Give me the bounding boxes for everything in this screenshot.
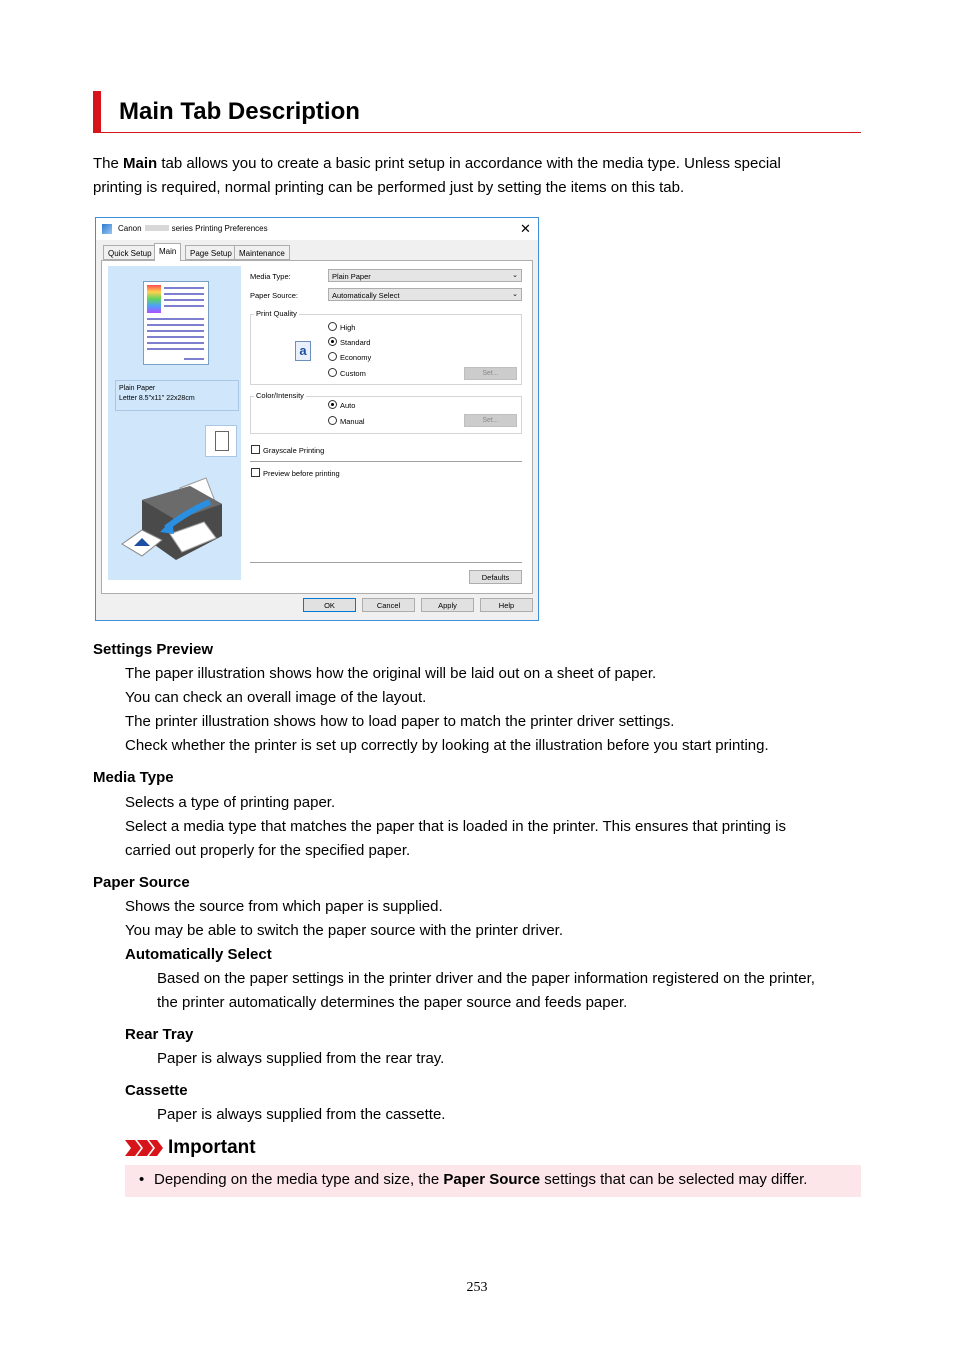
printer-illustration [120, 474, 244, 570]
important-pre: Depending on the media type and size, the [154, 1171, 444, 1188]
text-line [164, 305, 204, 307]
printing-preferences-dialog [95, 217, 539, 621]
settings-preview-line: You can check an overall image of the layout. [125, 689, 427, 706]
settings-preview-line: Check whether the printer is set up correctly by looking at the illustration before you start printing. [125, 737, 769, 754]
radio-standard-label: Standard [340, 338, 371, 347]
radio-custom-label: Custom [340, 369, 366, 378]
radio-manual-label: Manual [340, 417, 365, 426]
radio-auto[interactable] [328, 400, 337, 409]
media-type-value: Plain Paper [332, 272, 371, 281]
intro-line-1 [93, 152, 781, 176]
media-type-line: carried out properly for the specified paper. [125, 842, 411, 859]
radio-economy[interactable] [328, 352, 337, 361]
printer-app-icon [102, 224, 112, 234]
ok-button[interactable]: OK [303, 598, 356, 612]
radio-high-label: High [340, 323, 356, 332]
defaults-button[interactable]: Defaults [469, 570, 522, 584]
settings-preview-line: The paper illustration shows how the original will be laid out on a sheet of paper. [125, 665, 657, 682]
chevron-down-icon: ⌄ [512, 272, 518, 279]
text-line [147, 324, 204, 326]
media-type-select[interactable] [328, 269, 522, 282]
media-type-line: Selects a type of printing paper. [125, 794, 336, 811]
text-line [184, 358, 204, 360]
tab-maintenance[interactable]: Maintenance [234, 245, 290, 260]
radio-high[interactable] [328, 322, 337, 331]
paper-type-text: Plain Paper [119, 385, 156, 392]
text-line [147, 318, 204, 320]
important-post: settings that can be selected may differ. [540, 1171, 808, 1188]
page-title: Main Tab Description [119, 98, 360, 125]
paper-illustration [143, 281, 209, 365]
text-line [147, 348, 204, 350]
apply-button[interactable]: Apply [421, 598, 474, 612]
page-number: 253 [466, 1280, 488, 1295]
text-line [147, 342, 204, 344]
dialog-title-suffix: series Printing Preferences [171, 224, 268, 233]
automatically-select-line: the printer automatically determines the paper source and feeds paper. [157, 994, 628, 1011]
paper-info-box [115, 380, 239, 411]
media-type-heading: Media Type [93, 769, 174, 786]
preview-checkbox[interactable] [251, 468, 260, 477]
grayscale-checkbox[interactable] [251, 445, 260, 454]
important-bullet: • [139, 1171, 145, 1188]
grayscale-label: Grayscale Printing [263, 446, 325, 455]
radio-standard[interactable] [328, 337, 337, 346]
tab-main[interactable]: Main [154, 243, 181, 261]
color-set-button[interactable]: Set... [464, 414, 517, 427]
radio-custom[interactable] [328, 368, 337, 377]
important-chevrons-icon [125, 1140, 165, 1156]
close-icon[interactable]: ✕ [520, 221, 531, 236]
paper-source-select[interactable] [328, 288, 522, 301]
paper-source-heading: Paper Source [93, 874, 190, 891]
text-line [147, 330, 204, 332]
dialog-title [118, 224, 268, 233]
dialog-titlebar [96, 218, 538, 240]
tab-quick-setup[interactable]: Quick Setup [103, 245, 157, 260]
intro-rest: tab allows you to create a basic print setup in accordance with the media type. Unless special [157, 155, 781, 172]
text-line [164, 299, 204, 301]
radio-auto-label: Auto [340, 401, 356, 410]
paper-source-value: Automatically Select [332, 291, 400, 300]
paper-source-line: Shows the source from which paper is supplied. [125, 898, 443, 915]
paper-orientation-icon [205, 425, 237, 457]
print-quality-icon: a [295, 341, 311, 361]
intro-line-2: printing is required, normal printing can be performed just by setting the items on this tab. [93, 179, 685, 196]
preview-label: Preview before printing [263, 469, 340, 478]
settings-preview-heading: Settings Preview [93, 641, 214, 658]
automatically-select-heading: Automatically Select [125, 946, 272, 963]
important-bold: Paper Source [443, 1171, 541, 1188]
cassette-line: Paper is always supplied from the cassette. [157, 1106, 446, 1123]
rear-tray-line: Paper is always supplied from the rear tray. [157, 1050, 445, 1067]
text-line [164, 293, 204, 295]
paper-source-line: You may be able to switch the paper source with the printer driver. [125, 922, 564, 939]
cancel-button[interactable]: Cancel [362, 598, 415, 612]
redacted-model [145, 225, 169, 231]
help-button[interactable]: Help [480, 598, 533, 612]
color-intensity-label: Color/Intensity [256, 391, 304, 400]
radio-manual[interactable] [328, 416, 337, 425]
text-line [147, 336, 204, 338]
dialog-title-prefix: Canon [118, 224, 142, 233]
intro-pre: The [93, 155, 124, 172]
paper-source-label: Paper Source: [250, 291, 298, 300]
image-thumbnail [147, 285, 161, 313]
settings-preview-line: The printer illustration shows how to load paper to match the printer driver settings. [125, 713, 675, 730]
radio-economy-label: Economy [340, 353, 372, 362]
tab-page-setup[interactable]: Page Setup [185, 245, 237, 260]
divider [250, 461, 522, 462]
text-line [164, 287, 204, 289]
paper-size-text: Letter 8.5"x11" 22x28cm [119, 395, 195, 402]
cassette-heading: Cassette [125, 1082, 188, 1099]
important-title: Important [168, 1137, 256, 1158]
intro-bold-main: Main [123, 155, 158, 172]
important-text [154, 1168, 807, 1192]
media-type-line: Select a media type that matches the paper that is loaded in the printer. This ensures that printing is [125, 818, 786, 835]
automatically-select-line: Based on the paper settings in the printer driver and the paper information registered on the printer, [157, 970, 815, 987]
heading-accent-bar [93, 91, 101, 133]
heading-underline [101, 132, 861, 133]
rear-tray-heading: Rear Tray [125, 1026, 194, 1043]
media-type-label: Media Type: [250, 272, 291, 281]
print-quality-label: Print Quality [256, 309, 297, 318]
chevron-down-icon: ⌄ [512, 291, 518, 298]
divider [250, 562, 522, 563]
quality-set-button[interactable]: Set... [464, 367, 517, 380]
